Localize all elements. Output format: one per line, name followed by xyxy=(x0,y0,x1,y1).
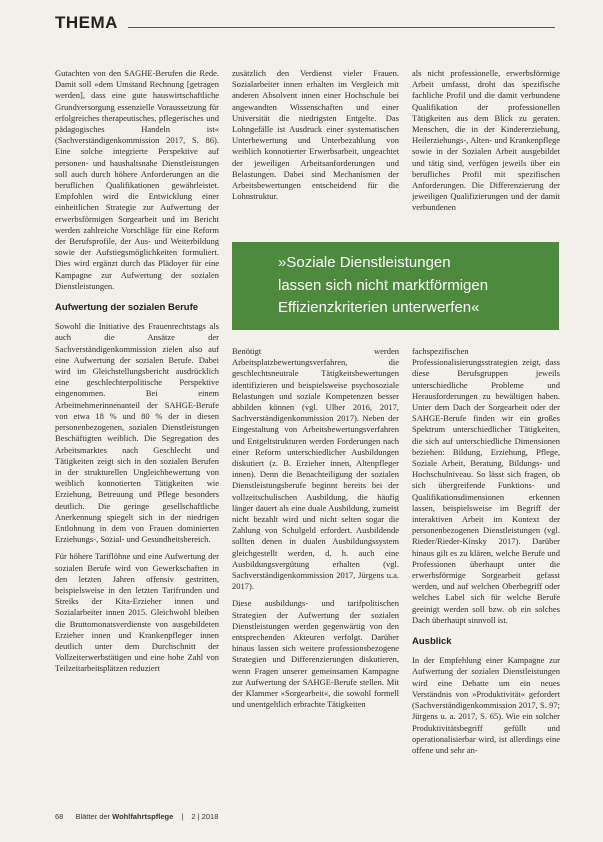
publication-title-regular: Blätter der xyxy=(75,812,113,821)
pull-quote-line-2: lassen sich nicht marktförmigen xyxy=(278,276,489,294)
pull-quote-line-1: »Soziale Dienstleistungen xyxy=(278,254,451,271)
heading-aufwertung: Aufwertung der sozialen Berufe xyxy=(55,302,199,314)
pull-quote-box xyxy=(232,242,559,330)
col3-bottom-paragraph-1: fachspezifischen Professionalisierungsstrategien zeigt, dass diese Berufsgruppen jeweils unterschiedliche Probleme und Herausforderungen zu bewältigen haben. Unter dem Dach der Sorgearbeit oder der SAHGE-Berufe finden wir ein großes Spektrum unterschiedlicher Tätigkeiten, die sich auf unterschiedliche Dimensionen beziehen: Bildung, Erziehung, Pflege, Soziale Arbeit, Beratung, Bildungs- und Hochschulniveau. So lässt sich fragen, ob sich übergreifende Funktions- und Qualifikationsdimensionen erkennen lassen, beispielsweise im Begriff der interaktiven Arbeit im Kontext der personenbezogenen Dienstleistungen (vgl. Rieder/Rieder-Kinsky 2017). Darüber hinaus gilt es zu klären, welche Berufe und Professionen überhaupt unter die erwerbsförmige Sorgearbeit gefasst werden, und auf welchen Oberbegriff oder welches Label sich für welche Berufe geeinigt werden soll bzw. ob ein solches Dach überhaupt sinnvoll ist. xyxy=(412,346,560,625)
col1-paragraph-3: Für höhere Tariflöhne und eine Aufwertung der sozialen Berufe wird von Gewerkschaften in den letzten Jahren offensiv gestritten, beispielsweise in den letzten Tarifrunden und Streiks der Kita-Erzieher innen und Sozialarbeiter innen 2015. Gleichwohl bleiben die Bruttomonatsverdienste von ausgebildeten Erzieher innen und Krankenpfleger innen deutlich unter dem Durchschnitt der Vollzeiterwerbstätigen und eine hohe Zahl von Teilzeitarbeitsplätzen reduziert xyxy=(55,551,219,674)
column-2-top xyxy=(232,68,399,240)
col1-paragraph-2: Sowohl die Initiative des Frauenrechtstags als auch die Ansätze der Sachverständigenkommission zielen also auf eine Aufwertung der sozialen Berufe. Dabei wird im Gleichstellungsbericht ausdrücklich eine geschlechterpolitische Perspektive eingenommen. Bei einem Arbeitnehmerinnenanteil der SAHGE-Berufe von etwa 18 % und 80 % der in diesen personenbezogenen, sozialen Dienstleistungen Beschäftigten weiblich. Die Segregation des Arbeitsmarktes nach Geschlecht und Tätigkeiten zeigt sich in den sozialen Berufen in der strukturellen Ungleichbewertung von weiblich konnotierten Tätigkeiten wie Erziehung, Betreuung und Pflege besonders deutlich. Die geringe gesellschaftliche Anerkennung spiegelt sich in der niedrigen Entlohnung in dem von Frauen dominierten Erziehungs-, Sozial- und Gesundheitsbereich. xyxy=(55,321,219,545)
col3-bottom-paragraph-2: In der Empfehlung einer Kampagne zur Aufwertung der sozialen Dienstleistungen wird eine Debatte um ein neues Verständnis von »Produktivität« gefordert (Sachverständigenkommission 2017, S. 97; Jürgens u. a. 2017, S. 65). Wie ein solcher Produktivitätsbegriff gefüllt und operationalisierbar wird, ist allerdings eine offene und sehr an- xyxy=(412,655,560,755)
heading-ausblick: Ausblick xyxy=(412,636,452,648)
page-number: 68 xyxy=(55,812,64,821)
column-2-bottom xyxy=(232,346,399,826)
publication-title-bold: Wohlfahrtspflege xyxy=(112,812,174,821)
page-footer xyxy=(55,812,560,821)
col2-bottom-paragraph-2: Diese ausbildungs- und tarifpolitischen Strategien der Aufwertung der sozialen Dienstleistungen werden gegenwärtig von den entsprechenden Akteuren verfolgt. Darüber hinaus lassen sich weitere professionsbezogene Strategien und Differenzierungen diskutieren, wenn Fragen unserer gemeinsamen Kampagne zur Aufwertung der SAHGE-Berufe stellen. Mit der Klammer »Sorgearbeit«, die sowohl formell und unentgeltlich erbrachte Tätigkeiten xyxy=(232,598,399,710)
footer-separator: | xyxy=(181,812,184,821)
header-rule xyxy=(128,27,555,28)
pull-quote-line-3: Effizienzkriterien unterwerfen« xyxy=(278,299,480,316)
column-1 xyxy=(55,68,219,825)
issue-number: 2 | 2018 xyxy=(191,812,219,821)
column-3-top xyxy=(412,68,560,240)
col2-top-paragraph: zusätzlich den Verdienst vieler Frauen. Sozialarbeiter innen erhalten im Vergleich mit anderen Absolvent innen einer Hochschule bei angewandten Wissenschaften und einer Universität die niedrigsten Entgelte. Das Lohngefälle ist Ausdruck einer systematischen Unterbewertung und Unterbezahlung von weiblich konnotierter Erwerbsarbeit, ungeachtet der jeweiligen Arbeitsanforderungen und Belastungen. Dabei sind Mechanismen der Arbeitsbewertungen entscheidend für die Lohnstruktur. xyxy=(232,68,399,202)
col3-top-paragraph: als nicht professionelle, erwerbsförmige Arbeit umfasst, droht das spezifische fachliche Profil und die damit verbundene Qualifikation der professionellen Tätigkeiten aus dem Blick zu geraten. Menschen, die in der Kindererziehung, Heilerziehungs-, Alten- und Krankenpflege sowie in der Sozialen Arbeit ausgebildet und tätig sind, verfügen jeweils über ein berufliches Profil mit spezifischen Anforderungen. Die Differenzierung der jeweiligen Qualifizierungen und der damit verbundenen xyxy=(412,68,560,213)
column-3-bottom xyxy=(412,346,560,826)
col2-bottom-paragraph-1: Benötigt werden Arbeitsplatzbewertungsverfahren, die geschlechtsneutrale Tätigkeitsbewertungen identifizieren und beispielsweise psychosoziale Belastungen und soziale Kompetenzen besser abbilden können (vgl. Ulber 2016, 2017, Sachverständigenkommission 2017). Neben der Eingestaltung von Arbeitsbewertungsverfahren und Entgeltstrukturen werden Forderungen nach einer Reform unterschiedlicher Ausbildungen diskutiert (z. B. Erzieher innen, Altenpfleger innen). Denn die Benachteiligung der sozialen Dienstleistungsberufe beginnt bereits bei der vollzeitschulischen Ausbildung, die häufig länger dauert als eine duale Ausbildung, zumeist nicht bezahlt wird und nicht selten sogar die Zahlung von Schulgeld erfordert. Ausbildende sollten denen in dualen Ausbildungssystem gleichgestellt werden, d. h. auch eine Ausbildungsvergütung erhalten (vgl. Sachverständigenkommission 2017, Jürgens u.a. 2017). xyxy=(232,346,399,592)
col1-paragraph-1: Gutachten von den SAGHE-Berufen die Rede. Damit soll »dem Umstand Rechnung [getragen werden], dass eine gute hauswirtschaftliche Grundversorgung essenzielle Voraussetzung für erfolgreiches therapeutisches, pflegerisches und pädagogisches Handeln ist« (Sachverständigenkommission 2017, S. 86). Eine solche integrierte Perspektive auf personen- und haushaltsnahe Dienstleistungen soll auch durch höhere Anforderungen an die beruflichen Qualifikationen gewährleistet. Empfohlen wird die Entwicklung einer einheitlichen Strategie zur Aufwertung der erwerbsförmigen Sorgearbeit und im Bericht werden zahlreiche Vorschläge für eine Reform der Berufsprofile, der Aus- und Weiterbildung sowie der Aufstiegsmöglichkeiten formuliert. Dies wird ergänzt durch das Plädoyer für eine Kampagne zur Aufwertung der sozialen Dienstleistungen. xyxy=(55,68,219,291)
section-label: THEMA xyxy=(55,13,118,32)
